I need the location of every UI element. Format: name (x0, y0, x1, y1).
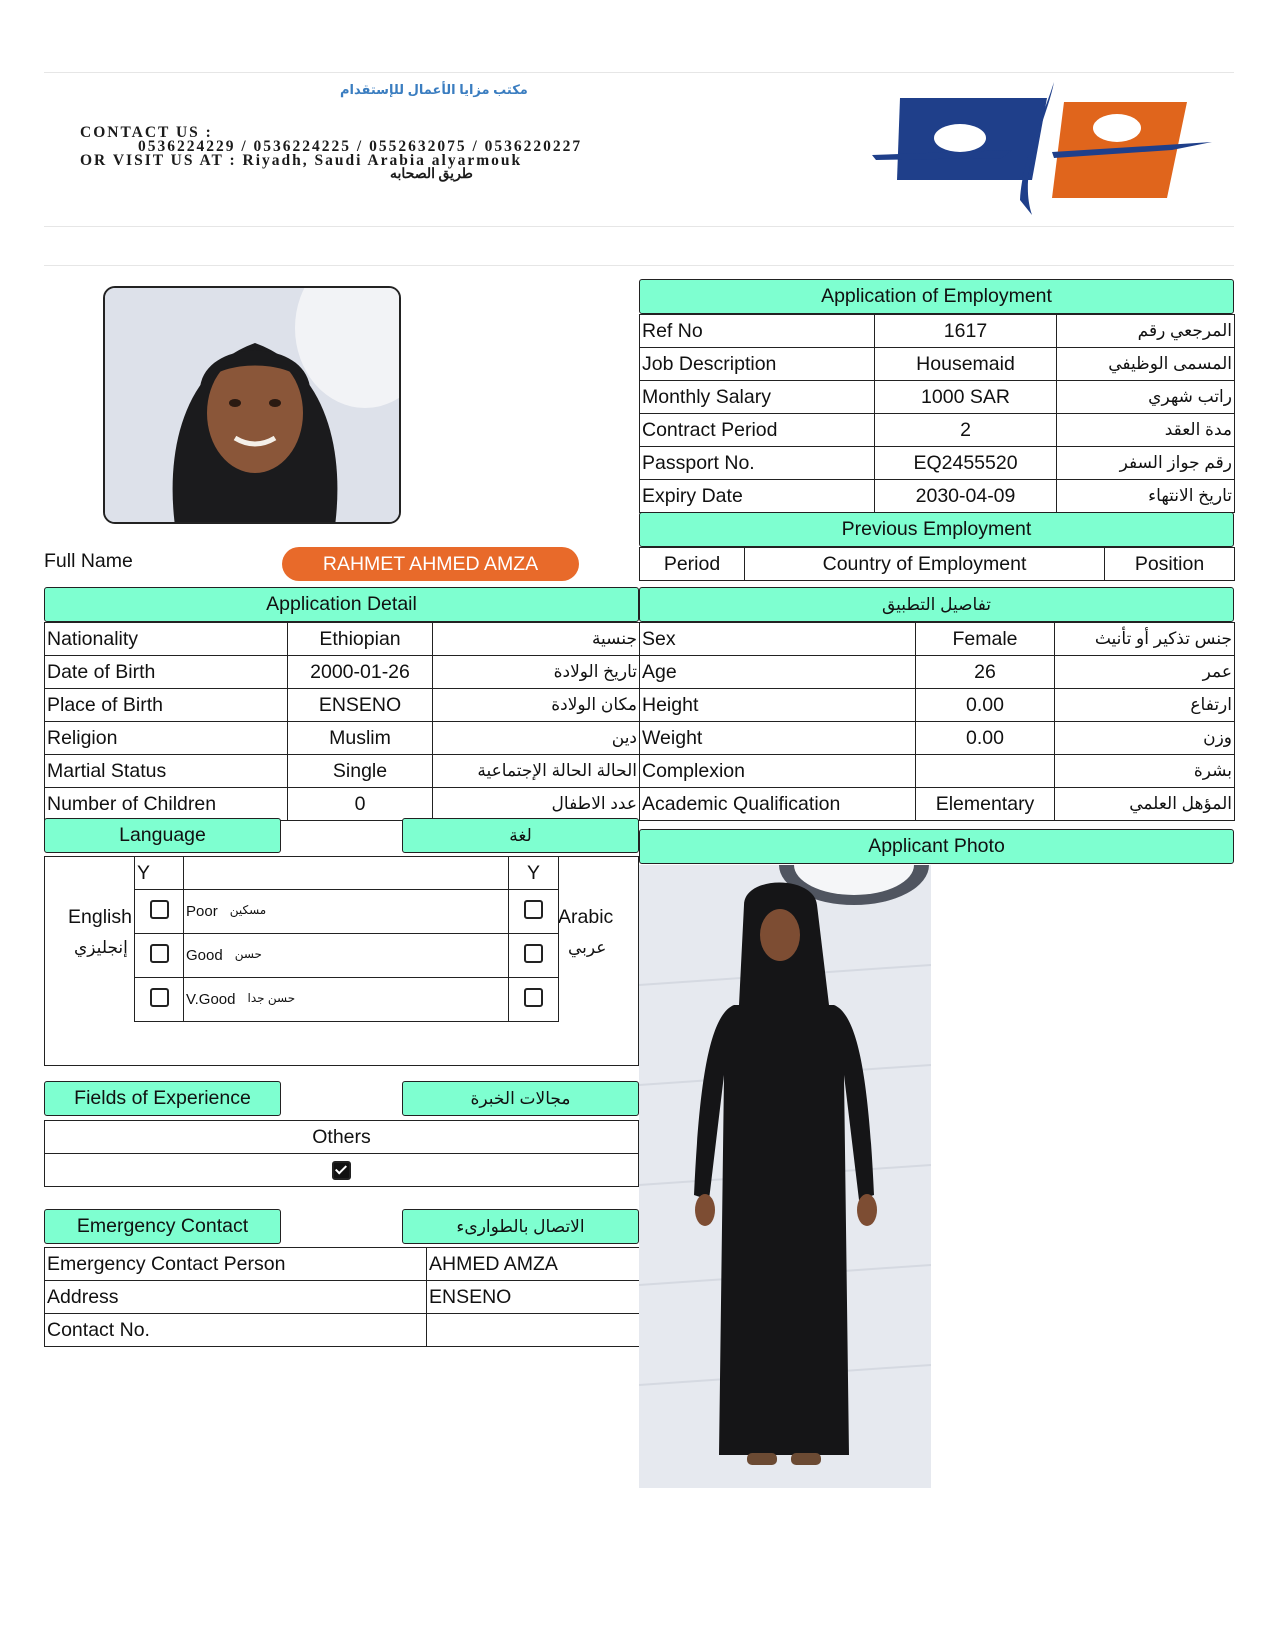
employment-table (639, 314, 1235, 513)
applicant-photo-title: Applicant Photo (639, 829, 1234, 864)
arabic-label: Arabic (558, 906, 614, 928)
detail-right-value: Female (916, 623, 1055, 656)
employment-label: Passport No. (640, 447, 875, 480)
arabic-level-checkbox[interactable] (524, 944, 543, 963)
detail-left-label: Number of Children (45, 788, 288, 821)
employment-label-ar: تاريخ الانتهاء (1057, 480, 1235, 513)
employment-label-ar: مدة العقد (1057, 414, 1235, 447)
detail-right-value: Elementary (916, 788, 1055, 821)
employment-row (640, 480, 1235, 513)
emergency-label: Contact No. (45, 1314, 427, 1347)
language-title-ar: لغة (402, 818, 639, 853)
emergency-value: ENSENO (427, 1281, 640, 1314)
arabic-label-ar: عربي (568, 938, 607, 957)
language-title: Language (44, 818, 281, 853)
detail-left-value: Ethiopian (288, 623, 433, 656)
detail-right-value: 26 (916, 656, 1055, 689)
language-table (134, 856, 559, 1022)
employment-value: EQ2455520 (875, 447, 1057, 480)
detail-left-value: Single (288, 755, 433, 788)
section-rule (44, 265, 1234, 266)
office-name-arabic: مكتب مزايا الأعمال للإستقدام (340, 82, 528, 97)
application-detail-title-ar: تفاصيل التطبيق (639, 587, 1234, 622)
language-level-row (135, 934, 559, 978)
emergency-title: Emergency Contact (44, 1209, 281, 1244)
detail-right-label-ar: جنس تذكير أو تأنيث (1055, 623, 1235, 656)
applicant-face-photo (103, 286, 401, 524)
column-position: Position (1105, 548, 1235, 581)
detail-right-label: Complexion (640, 755, 916, 788)
level-label-ar: حسن جدا (247, 991, 296, 1005)
employment-value: Housemaid (875, 348, 1057, 381)
level-label: Poor (186, 903, 218, 920)
detail-left-label: Martial Status (45, 755, 288, 788)
emergency-title-ar: الاتصال بالطوارىء (402, 1209, 639, 1244)
experience-others-checkbox[interactable] (332, 1161, 351, 1180)
contact-phones: 0536224229 / 0536224225 / 0552632075 / 0536220227 (138, 138, 583, 155)
detail-left-label-ar: عدد الاطفال (433, 788, 640, 821)
employment-row (640, 348, 1235, 381)
level-label: Good (186, 947, 223, 964)
detail-left-row (45, 689, 640, 722)
detail-left-row (45, 623, 640, 656)
emergency-row (45, 1314, 640, 1347)
detail-left-label: Nationality (45, 623, 288, 656)
employment-label: Job Description (640, 348, 875, 381)
detail-right-label-ar: ارتفاع (1055, 689, 1235, 722)
employment-value: 2030-04-09 (875, 480, 1057, 513)
level-label-ar: حسن (234, 947, 262, 961)
header-top-rule (44, 72, 1234, 73)
emergency-value (427, 1314, 640, 1347)
detail-right-label: Age (640, 656, 916, 689)
full-name-value: RAHMET AHMED AMZA (282, 547, 579, 581)
employment-label: Contract Period (640, 414, 875, 447)
arabic-level-checkbox[interactable] (524, 988, 543, 1007)
detail-right-row (640, 656, 1235, 689)
detail-right-label: Weight (640, 722, 916, 755)
detail-left-label-ar: دين (433, 722, 640, 755)
employment-title: Application of Employment (639, 279, 1234, 314)
application-detail-title: Application Detail (44, 587, 639, 622)
detail-right-label-ar: عمر (1055, 656, 1235, 689)
contact-street-arabic: طريق الصحابه (390, 167, 473, 182)
employment-label-ar: المسمى الوظيفي (1057, 348, 1235, 381)
detail-left-row (45, 788, 640, 821)
experience-title: Fields of Experience (44, 1081, 281, 1116)
detail-left-label: Date of Birth (45, 656, 288, 689)
detail-left-label: Place of Birth (45, 689, 288, 722)
detail-left-row (45, 755, 640, 788)
detail-right-label-ar: وزن (1055, 722, 1235, 755)
detail-left-label-ar: تاريخ الولادة (433, 656, 640, 689)
detail-left-table (44, 622, 640, 821)
employment-label-ar: رقم جواز السفر (1057, 447, 1235, 480)
previous-employment-table (639, 547, 1235, 581)
employment-label: Expiry Date (640, 480, 875, 513)
detail-left-value: 0 (288, 788, 433, 821)
detail-left-label-ar: مكان الولادة (433, 689, 640, 722)
experience-table (44, 1120, 639, 1187)
emergency-label: Emergency Contact Person (45, 1248, 427, 1281)
detail-right-row (640, 722, 1235, 755)
english-y-header: Y (135, 857, 184, 890)
company-logo (872, 80, 1217, 220)
emergency-value: AHMED AMZA (427, 1248, 640, 1281)
employment-label-ar: المرجعي رقم (1057, 315, 1235, 348)
arabic-y-header: Y (509, 857, 559, 890)
level-label: V.Good (186, 991, 236, 1008)
detail-right-row (640, 623, 1235, 656)
detail-right-label-ar: بشرة (1055, 755, 1235, 788)
english-level-checkbox[interactable] (150, 988, 169, 1007)
detail-left-row (45, 656, 640, 689)
english-level-checkbox[interactable] (150, 944, 169, 963)
employment-label-ar: راتب شهري (1057, 381, 1235, 414)
contact-block (80, 126, 582, 182)
applicant-full-photo (639, 865, 931, 1488)
employment-row (640, 315, 1235, 348)
emergency-label: Address (45, 1281, 427, 1314)
emergency-row (45, 1281, 640, 1314)
detail-right-label-ar: المؤهل العلمي (1055, 788, 1235, 821)
employment-row (640, 381, 1235, 414)
detail-right-row (640, 755, 1235, 788)
previous-employment-title: Previous Employment (639, 512, 1234, 547)
contact-label: CONTACT US : (80, 124, 213, 141)
detail-right-row (640, 689, 1235, 722)
language-level-row (135, 890, 559, 934)
emergency-row (45, 1248, 640, 1281)
arabic-level-checkbox[interactable] (524, 900, 543, 919)
detail-left-label: Religion (45, 722, 288, 755)
english-level-checkbox[interactable] (150, 900, 169, 919)
full-name-label: Full Name (44, 550, 133, 572)
detail-left-label-ar: الحالة الحالة الإجتماعية (433, 755, 640, 788)
experience-field-others: Others (45, 1121, 639, 1154)
detail-left-value: 2000-01-26 (288, 656, 433, 689)
emergency-table (44, 1247, 640, 1347)
header-bottom-rule (44, 226, 1234, 227)
detail-right-label: Height (640, 689, 916, 722)
detail-right-value: 0.00 (916, 722, 1055, 755)
detail-left-value: Muslim (288, 722, 433, 755)
contact-visit: OR VISIT US AT : Riyadh, Saudi Arabia alyarmouk (80, 152, 523, 169)
employment-value: 1000 SAR (875, 381, 1057, 414)
employment-label: Monthly Salary (640, 381, 875, 414)
column-country: Country of Employment (745, 548, 1105, 581)
employment-value: 2 (875, 414, 1057, 447)
detail-right-label: Sex (640, 623, 916, 656)
detail-right-value (916, 755, 1055, 788)
language-level-row (135, 978, 559, 1022)
detail-left-label-ar: جنسية (433, 623, 640, 656)
employment-row (640, 447, 1235, 480)
detail-right-label: Academic Qualification (640, 788, 916, 821)
experience-title-ar: مجالات الخبرة (402, 1081, 639, 1116)
english-label: English (68, 906, 132, 928)
level-label-ar: مسكين (229, 903, 267, 917)
employment-value: 1617 (875, 315, 1057, 348)
detail-left-value: ENSENO (288, 689, 433, 722)
employment-row (640, 414, 1235, 447)
detail-right-row (640, 788, 1235, 821)
detail-right-table (639, 622, 1235, 821)
detail-right-value: 0.00 (916, 689, 1055, 722)
employment-label: Ref No (640, 315, 875, 348)
column-period: Period (640, 548, 745, 581)
english-label-ar: إنجليزي (74, 938, 128, 957)
detail-left-row (45, 722, 640, 755)
